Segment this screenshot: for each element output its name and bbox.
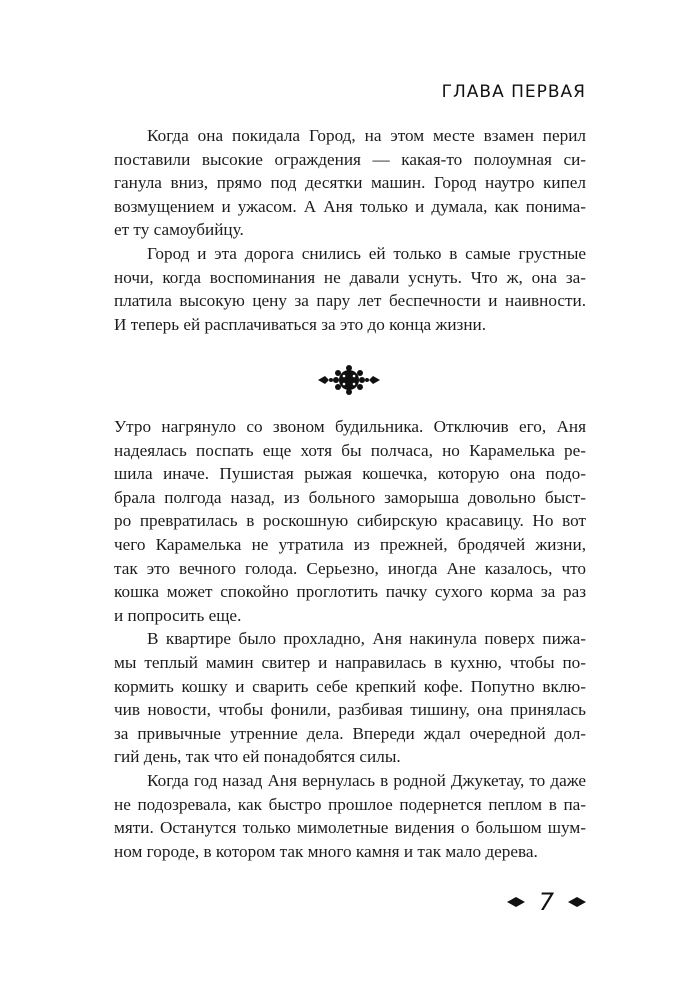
text-line: кормить кошку и сварить себе крепкий кофе. Попутно вклю- <box>114 676 586 696</box>
text-line: брала полгода назад, из больного заморыша довольно быст- <box>114 487 586 507</box>
paragraph <box>114 124 586 242</box>
section-divider-ornament-icon <box>316 364 382 396</box>
page-number-footer <box>507 888 586 916</box>
right-diamond-ornament-icon <box>568 897 586 907</box>
text-line: платила высокую цену за пару лет беспечности и наивности. <box>114 291 586 311</box>
text-line: ет ту самоубийцу. <box>114 220 244 240</box>
text-line: и попросить еще. <box>114 605 242 625</box>
text-line: возмущением и ужасом. А Аня только и думала, как понима- <box>114 196 586 216</box>
text-line: ганула вниз, прямо под десятки машин. Город наутро кипел <box>114 173 586 193</box>
text-line: поставили высокие ограждения — какая-то полоумная си- <box>114 149 586 169</box>
text-line: Город и эта дорога снились ей только в самые грустные <box>147 243 586 263</box>
text-line: Когда она покидала Город, на этом месте взамен перил <box>147 126 586 145</box>
text-line: надеялась поспать еще хотя бы полчаса, но Карамелька ре- <box>114 440 586 460</box>
text-line: ном городе, в котором так много камня и так мало дерева. <box>114 841 538 861</box>
text-line: В квартире было прохладно, Аня накинула поверх пижа- <box>147 629 586 649</box>
paragraph <box>114 769 586 863</box>
text-section-2 <box>114 415 586 863</box>
text-line: шила иначе. Пушистая рыжая кошечка, которую она подо- <box>114 464 586 484</box>
text-line: ро превратилась в роскошную сибирскую красавицу. Но вот <box>114 511 586 531</box>
text-line: И теперь ей расплачиваться за это до конца жизни. <box>114 314 487 334</box>
page-number: 7 <box>538 888 554 916</box>
text-line: мяти. Останутся только мимолетные видения о большом шум- <box>114 818 586 838</box>
paragraph <box>114 242 586 336</box>
text-line: не подозревала, как быстро прошлое подернется пеплом в па- <box>114 794 586 814</box>
running-header: ГЛАВА ПЕРВАЯ <box>441 82 586 102</box>
text-line: Когда год назад Аня вернулась в родной Джукетау, то даже <box>147 770 586 790</box>
text-line: кошка может спокойно проглотить пачку сухого корма за раз <box>114 582 586 602</box>
text-line: гий день, так что ей понадобятся силы. <box>114 747 401 767</box>
text-line: за привычные утренние дела. Впереди ждал очередной дол- <box>114 723 586 743</box>
text-line: Утро нагрянуло со звоном будильника. Отключив его, Аня <box>114 417 586 436</box>
left-diamond-ornament-icon <box>507 897 525 907</box>
text-section-1 <box>114 124 586 336</box>
paragraph <box>114 415 586 627</box>
text-line: ночи, когда воспоминания не давали уснуть. Что ж, она за- <box>114 267 586 287</box>
text-line: чего Карамелька не утратила из прежней, бродячей жизни, <box>114 534 586 554</box>
paragraph <box>114 627 586 769</box>
text-line: так это вечного голода. Серьезно, иногда Ане казалось, что <box>114 558 586 578</box>
text-line: мы теплый мамин свитер и направилась в кухню, чтобы по- <box>114 652 586 672</box>
text-line: чив новости, чтобы фонили, разбивая тишину, она принялась <box>114 700 586 720</box>
